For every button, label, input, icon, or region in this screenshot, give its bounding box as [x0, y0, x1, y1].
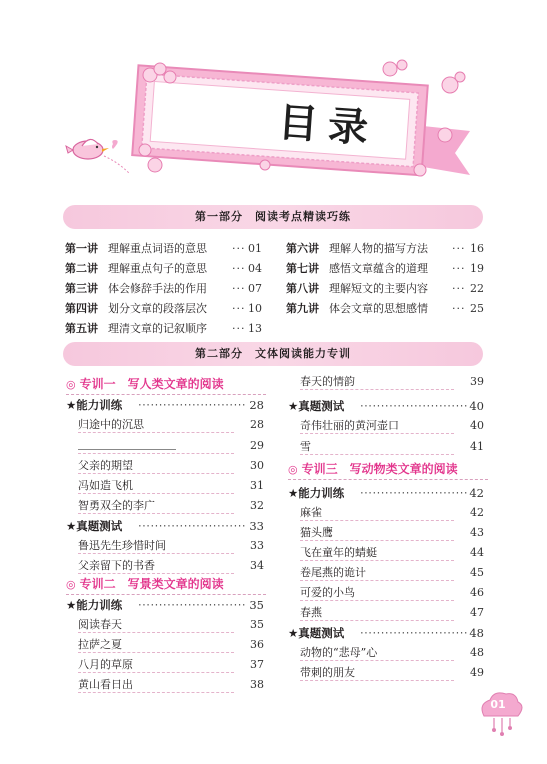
article-title: 雪 — [300, 440, 311, 453]
leader-dots: ·························· — [138, 598, 247, 612]
page-ref: 13 — [248, 322, 262, 335]
toc-row[interactable] — [286, 280, 486, 298]
article-row[interactable] — [300, 438, 484, 456]
article-row[interactable] — [300, 373, 484, 391]
part-two-heading: 第二部分 文体阅读能力专训 — [63, 342, 483, 366]
page-title: 目录 — [276, 99, 380, 153]
page-ref: 42 — [470, 506, 484, 519]
article-row[interactable] — [78, 557, 264, 575]
category-row[interactable] — [66, 517, 264, 535]
leader-dots: ·························· — [138, 519, 247, 533]
page-ref: 07 — [248, 282, 262, 295]
page-ref: 29 — [250, 439, 264, 452]
article-title: 智勇双全的李广 — [78, 499, 155, 512]
page-ref: 47 — [470, 606, 484, 619]
leader-dots: ·························· — [360, 486, 469, 500]
article-title: 可爱的小鸟 — [300, 586, 355, 599]
article-row[interactable] — [78, 656, 264, 674]
article-title: 归途中的沉思 — [78, 418, 144, 431]
leader-dots: ··· — [452, 242, 466, 255]
leader-dots: ··· — [452, 302, 466, 315]
heading-rule — [288, 479, 488, 481]
toc-row[interactable] — [286, 240, 486, 258]
page-ref: 30 — [250, 459, 264, 472]
article-row[interactable] — [78, 497, 264, 515]
part-one-heading: 第一部分 阅读考点精读巧练 — [63, 205, 483, 229]
page-ref: 41 — [470, 440, 484, 453]
article-title: 飞在童年的蜻蜓 — [300, 546, 377, 559]
page-ref: 48 — [470, 646, 484, 659]
page-ref: 10 — [248, 302, 262, 315]
lecture-number: 第八讲 — [286, 282, 319, 295]
lecture-title: 理解重点词语的意思 — [108, 242, 207, 255]
article-title: 黄山看日出 — [78, 678, 133, 691]
page-ref: 33 — [250, 539, 264, 552]
target-icon: ◎ — [288, 463, 298, 476]
leader-dots: ·························· — [138, 398, 247, 412]
category-row[interactable] — [288, 484, 484, 502]
page-ref: 35 — [250, 618, 264, 631]
category-label: ★真题测试 — [66, 519, 123, 533]
page-ref: 16 — [470, 242, 484, 255]
row-separator — [78, 553, 234, 554]
page-ref: 31 — [250, 479, 264, 492]
page-ref: 40 — [469, 399, 484, 413]
page-ref: 22 — [470, 282, 484, 295]
article-title: 冯如造飞机 — [78, 479, 133, 492]
page-ref: 25 — [470, 302, 484, 315]
article-title: 父亲的期望 — [78, 459, 133, 472]
article-title: 春燕 — [300, 606, 322, 619]
section-heading — [288, 461, 458, 478]
row-separator — [300, 433, 454, 434]
row-separator — [300, 560, 454, 561]
leader-dots: ··· — [452, 262, 466, 275]
lecture-title: 理解人物的描写方法 — [329, 242, 428, 255]
toc-row[interactable] — [65, 300, 264, 318]
category-row[interactable] — [288, 624, 484, 642]
article-title: 鲁迅先生珍惜时间 — [78, 539, 166, 552]
page-ref: 04 — [248, 262, 262, 275]
toc-row[interactable] — [65, 320, 264, 338]
lecture-number: 第四讲 — [65, 302, 98, 315]
row-separator — [300, 540, 454, 541]
row-separator — [78, 453, 234, 454]
lecture-number: 第五讲 — [65, 322, 98, 335]
row-separator — [300, 520, 454, 521]
page-ref: 38 — [250, 678, 264, 691]
section-title: 写人类文章的阅读 — [127, 377, 224, 391]
page-ref: 40 — [470, 419, 484, 432]
page-ref: 33 — [249, 519, 264, 533]
page-ref: 28 — [249, 398, 264, 412]
article-row[interactable] — [78, 537, 264, 555]
article-row[interactable] — [78, 416, 264, 434]
article-row[interactable] — [300, 524, 484, 542]
row-separator — [78, 493, 234, 494]
target-icon: ◎ — [66, 578, 76, 591]
article-title: 卷尾燕的诡计 — [300, 566, 366, 579]
toc-row[interactable] — [286, 300, 486, 318]
target-icon: ◎ — [66, 378, 76, 391]
row-separator — [300, 680, 454, 681]
lecture-number: 第九讲 — [286, 302, 319, 315]
article-title: 父亲留下的书香 — [78, 559, 155, 572]
section-number: 专训三 — [301, 462, 338, 476]
page-ref: 39 — [470, 375, 484, 388]
page-ref: 46 — [470, 586, 484, 599]
article-row[interactable] — [78, 457, 264, 475]
article-title: 动物的“悲母”心 — [300, 646, 378, 659]
article-title: 春天的情韵 — [300, 375, 355, 388]
article-row[interactable] — [300, 417, 484, 435]
article-row[interactable] — [300, 544, 484, 562]
article-title: 阅读春天 — [78, 618, 122, 631]
section-heading — [66, 376, 224, 393]
section-number: 专训二 — [79, 577, 116, 591]
page-ref: 19 — [470, 262, 484, 275]
section-heading — [66, 576, 224, 593]
category-row[interactable] — [66, 596, 264, 614]
article-row[interactable] — [300, 664, 484, 682]
leader-dots: ··· — [452, 282, 466, 295]
leader-dots: ··· — [232, 242, 246, 255]
row-separator — [78, 473, 234, 474]
lecture-title: 体会修辞手法的作用 — [108, 282, 207, 295]
toc-row[interactable] — [65, 240, 264, 258]
category-label: ★真题测试 — [288, 626, 345, 640]
row-separator — [78, 573, 234, 574]
toc-row[interactable] — [286, 260, 486, 278]
leader-dots: ·························· — [360, 626, 469, 640]
section-title: 写动物类文章的阅读 — [349, 462, 458, 476]
row-separator — [78, 432, 234, 433]
toc-row[interactable] — [65, 260, 264, 278]
row-separator — [300, 660, 454, 661]
lecture-number: 第七讲 — [286, 262, 319, 275]
row-separator — [78, 672, 234, 673]
lecture-number: 第二讲 — [65, 262, 98, 275]
article-title: 八月的草原 — [78, 658, 133, 671]
section-number: 专训一 — [79, 377, 116, 391]
fill-in-blank — [78, 449, 176, 450]
article-row[interactable] — [300, 584, 484, 602]
page-ref: 01 — [248, 242, 262, 255]
page-ref: 37 — [250, 658, 264, 671]
article-row[interactable] — [78, 477, 264, 495]
page-ref: 32 — [250, 499, 264, 512]
lecture-title: 体会文章的思想感情 — [329, 302, 428, 315]
row-separator — [78, 513, 234, 514]
row-separator — [300, 580, 454, 581]
category-label: ★能力训练 — [66, 598, 123, 612]
row-separator — [300, 620, 454, 621]
article-title: 奇伟壮丽的黄河壶口 — [300, 419, 399, 432]
row-separator — [78, 692, 234, 693]
row-separator — [300, 454, 454, 455]
lecture-title: 理清文章的记叙顺序 — [108, 322, 207, 335]
article-title: 猫头鹰 — [300, 526, 333, 539]
lecture-title: 理解短文的主要内容 — [329, 282, 428, 295]
article-row[interactable] — [300, 504, 484, 522]
section-title: 写景类文章的阅读 — [127, 577, 224, 591]
toc-row[interactable] — [65, 280, 264, 298]
leader-dots: ·························· — [360, 399, 469, 413]
article-row[interactable] — [78, 616, 264, 634]
page-ref: 48 — [469, 626, 484, 640]
row-separator — [300, 600, 454, 601]
page-ref: 43 — [470, 526, 484, 539]
leader-dots: ··· — [232, 302, 246, 315]
page-ref: 45 — [470, 566, 484, 579]
lecture-number: 第三讲 — [65, 282, 98, 295]
page-ref: 28 — [250, 418, 264, 431]
lecture-number: 第一讲 — [65, 242, 98, 255]
leader-dots: ··· — [232, 262, 246, 275]
category-label: ★能力训练 — [288, 486, 345, 500]
leader-dots: ··· — [232, 282, 246, 295]
article-title: 麻雀 — [300, 506, 322, 519]
category-row[interactable] — [288, 397, 484, 415]
category-label: ★能力训练 — [66, 398, 123, 412]
page-ref: 44 — [470, 546, 484, 559]
lecture-title: 感悟文章蕴含的道理 — [329, 262, 428, 275]
article-title: 带刺的朋友 — [300, 666, 355, 679]
article-row[interactable] — [300, 644, 484, 662]
lecture-number: 第六讲 — [286, 242, 319, 255]
article-row[interactable] — [300, 564, 484, 582]
page-ref: 34 — [250, 559, 264, 572]
article-row[interactable] — [78, 636, 264, 654]
page-ref: 36 — [250, 638, 264, 651]
category-label: ★真题测试 — [288, 399, 345, 413]
bird-icon — [66, 139, 130, 174]
lecture-title: 划分文章的段落层次 — [108, 302, 207, 315]
row-separator — [78, 652, 234, 653]
page-number: 01 — [490, 698, 506, 711]
page-ref: 49 — [470, 666, 484, 679]
article-title: 拉萨之夏 — [78, 638, 122, 651]
category-row[interactable] — [66, 396, 264, 414]
article-row[interactable] — [78, 437, 264, 455]
page-ref: 42 — [469, 486, 484, 500]
article-row[interactable] — [78, 676, 264, 694]
page-ref: 35 — [249, 598, 264, 612]
lecture-title: 理解重点句子的意思 — [108, 262, 207, 275]
leader-dots: ··· — [232, 322, 246, 335]
row-separator — [78, 632, 234, 633]
row-separator — [300, 389, 454, 390]
article-row[interactable] — [300, 604, 484, 622]
